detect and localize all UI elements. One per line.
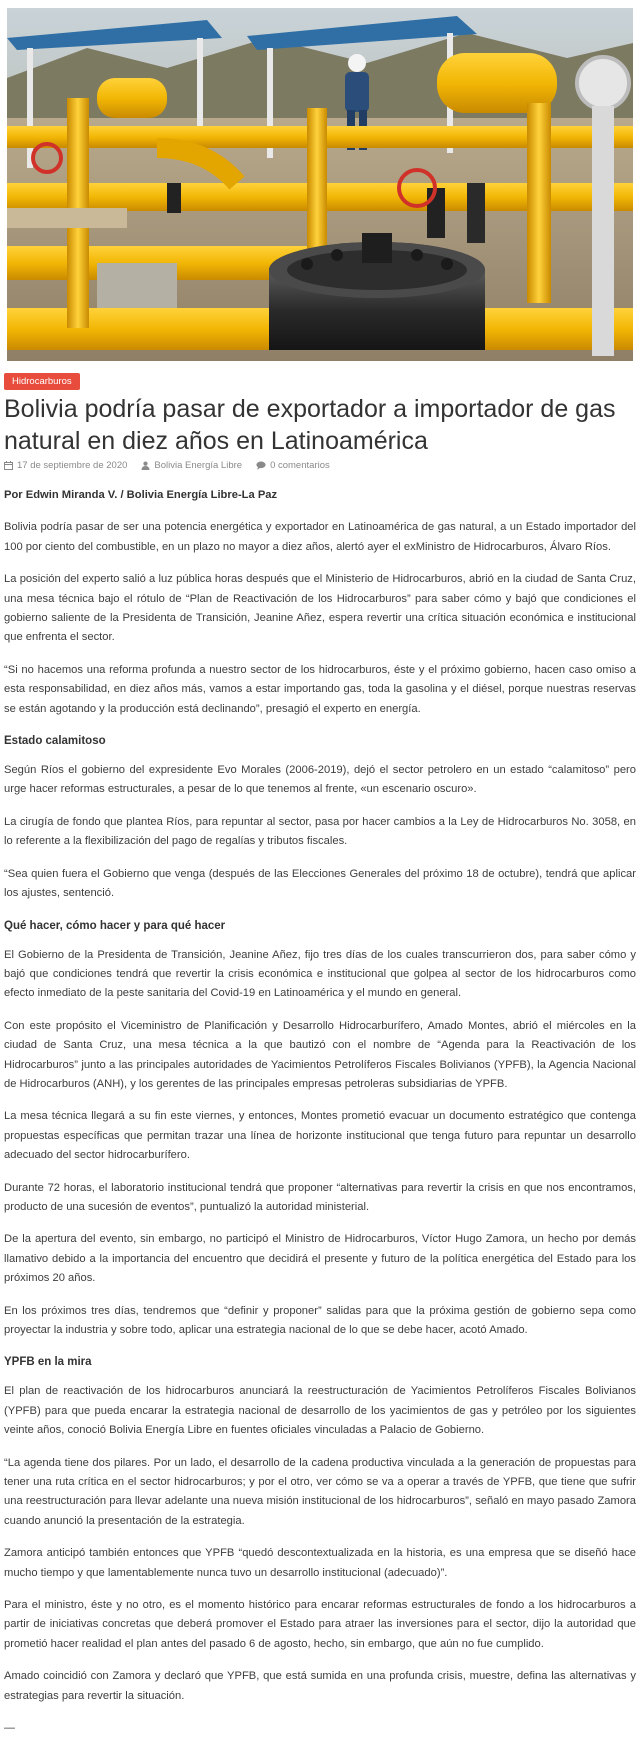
section-heading: Qué hacer, cómo hacer y para qué hacer [4, 919, 226, 932]
paragraph: La cirugía de fondo que plantea Ríos, para repuntar al sector, pasa por hacer cambios a la Ley de Hidrocarburos No. 3058, en lo referente a la flexibilización del pago de regalías y tributos fiscales. [4, 815, 636, 848]
paragraph: Con este propósito el Viceministro de Planificación y Desarrollo Hidrocarburífero, Amado Montes, abrió el miércoles en la ciudad de Santa Cruz, una mesa técnica a la que bautizó con el nombre de “Agenda para la Reactivación de los Hidrocarburos” junto a las principales autoridades de Yacimientos Petrolíferos Fiscales Bolivianos (YPFB), la Agencia Nacional de Hidrocarburos (ANH), y los gerentes de las principales empresas petroleras subsidiarias de YPFB. [4, 1019, 636, 1090]
post-author-text: Bolivia Energía Libre [154, 459, 243, 471]
calendar-icon [4, 461, 13, 470]
user-icon [141, 461, 150, 470]
post-date[interactable] [4, 460, 127, 471]
paragraph: Bolivia podría pasar de ser una potencia energética y exportador en Latinoamérica de gas natural, a un Estado importador del 100 por ciento del combustible, en un plazo no mayor a diez años, alertó ayer el exMinistro de Hidrocarburos, Álvaro Ríos. [4, 521, 636, 553]
comment-icon [256, 461, 266, 470]
paragraph: “Si no hacemos una reforma profunda a nuestro sector de los hidrocarburos, éste y el próximo gobierno, hacen caso omiso a esta responsabilidad, en diez años más, vamos a estar importando gas, toda la gasolina y el diésel, porque nuestras reservas se están agotando y la producción está declinando”, presagió el experto en energía. [4, 663, 636, 715]
featured-image [7, 8, 633, 361]
paragraph: De la apertura del evento, sin embargo, no participó el Ministro de Hidrocarburos, Víctor Hugo Zamora, un hecho por demás llamativo debido a la importancia del encuentro que decidirá el presente y futuro de la política energética del Estado para los próximos 20 años. [4, 1233, 636, 1285]
article-body [4, 486, 636, 1739]
paragraph: Para el ministro, éste y no otro, es el momento histórico para encarar reformas estructurales de fondo a los hidrocarburos a partir de iniciativas concretas que deberá promover el Estado para atraer las inversiones para el sector, dijo la autoridad que prometió hacer realidad el plan antes del pasado 6 de agosto, hecho, sin embargo, que aún no fue cumplido. [4, 1599, 636, 1650]
paragraph: “Sea quien fuera el Gobierno que venga (después de las Elecciones Generales del próximo 18 de octubre), tendrá que aplicar los ajustes, sentenció. [4, 867, 636, 900]
section-heading: YPFB en la mira [4, 1356, 92, 1369]
paragraph: La posición del experto salió a luz pública horas después que el Ministerio de Hidrocarburos, abrió en la ciudad de Santa Cruz, una mesa técnica bajo el rótulo de “Plan de Reactivación de los Hidrocarburos” para saber cómo y bajó que condiciones el gobierno saliente de la Presidenta de Transición, Jeanine Añez, espera revertir una crítica situación económica e institucional que enfrenta el sector. [4, 573, 636, 644]
paragraph: El plan de reactivación de los hidrocarburos anunciará la reestructuración de Yacimientos Petrolíferos Fiscales Bolivianos (YPFB) para que pueda encarar la estrategia nacional de desarrollo de los yacimientos de gas y petróleo por los siguientes veinte años, conoció Bolivia Energía Libre en fuentes oficiales vinculadas a Palacio de Gobierno. [4, 1385, 636, 1437]
paragraph: Según Ríos el gobierno del expresidente Evo Morales (2006-2019), dejó el sector petrolero en un estado “calamitoso” pero urge hacer reformas estructurales, a pesar de lo que tenemos al frente, «un escenario oscuro». [4, 764, 636, 796]
paragraph: “La agenda tiene dos pilares. Por un lado, el desarrollo de la cadena productiva vinculada a la generación de propuestas para tener una ruta crítica en el sector hidrocarburos; y por el otro, ver cómo se va a operar a través de YPFB, que tiene que sufrir una reestructuración para llevar adelante una nueva misión institucional de los hidrocarburos”, señaló en mayo pasado Zamora cuando anunció la presentación de la estrategia. [4, 1456, 636, 1527]
trailing-dash: — [4, 1722, 15, 1735]
paragraph: Amado coincidió con Zamora y declaró que YPFB, que está sumida en una profunda crisis, muestre, defina las alternativas y estrategias para revertir la situación. [4, 1670, 636, 1702]
article-title: Bolivia podría pasar de exportador a importador de gas natural en diez años en Latinoamérica [4, 395, 616, 455]
paragraph: Zamora anticipó también entonces que YPFB “quedó descontextualizada en la historia, es una empresa que se diseñó hace mucho tiempo y que lamentablemente nunca tuvo un desarrollo institucional (adecuado)”. [4, 1547, 636, 1579]
paragraph: La mesa técnica llegará a su fin este viernes, y entonces, Montes prometió evacuar un documento estratégico que contenga propuestas específicas que permitan trazar una línea de horizonte institucional que tenga futuro para repuntar un desarrollo adecuado del sector hidrocarburífero. [4, 1110, 636, 1162]
post-comments[interactable] [256, 460, 330, 471]
paragraph: El Gobierno de la Presidenta de Transición, Jeanine Añez, fijo tres días de los cuales transcurrieron dos, para saber cómo y bajó que condiciones tendrá que revertir la crisis económica e institucional que golpea al sector de los hidrocarburos como efecto inmediato de la peste sanitaria del Covid-19 en Latinoamérica y el mundo en general. [4, 948, 636, 1000]
post-meta [4, 458, 344, 472]
post-author[interactable] [141, 460, 242, 471]
paragraph: En los próximos tres días, tendremos que “definir y proponer” salidas para que la próxima gestión de gobierno sepa como proyectar la industria y sobre todo, aplicar una estrategia nacional de lo que se debe hacer, acotó Amado. [4, 1304, 636, 1336]
post-date-text: 17 de septiembre de 2020 [17, 459, 128, 471]
section-heading: Estado calamitoso [4, 735, 106, 748]
category-badge[interactable]: Hidrocarburos [4, 373, 80, 390]
byline: Por Edwin Miranda V. / Bolivia Energía Libre-La Paz [4, 489, 278, 501]
paragraph: Durante 72 horas, el laboratorio institucional tendrá que proponer “alternativas para revertir la crisis en que nos encontramos, producto de una sucesión de eventos”, puntualizó la autoridad ministerial. [4, 1181, 636, 1213]
post-comments-text: 0 comentarios [270, 459, 330, 471]
